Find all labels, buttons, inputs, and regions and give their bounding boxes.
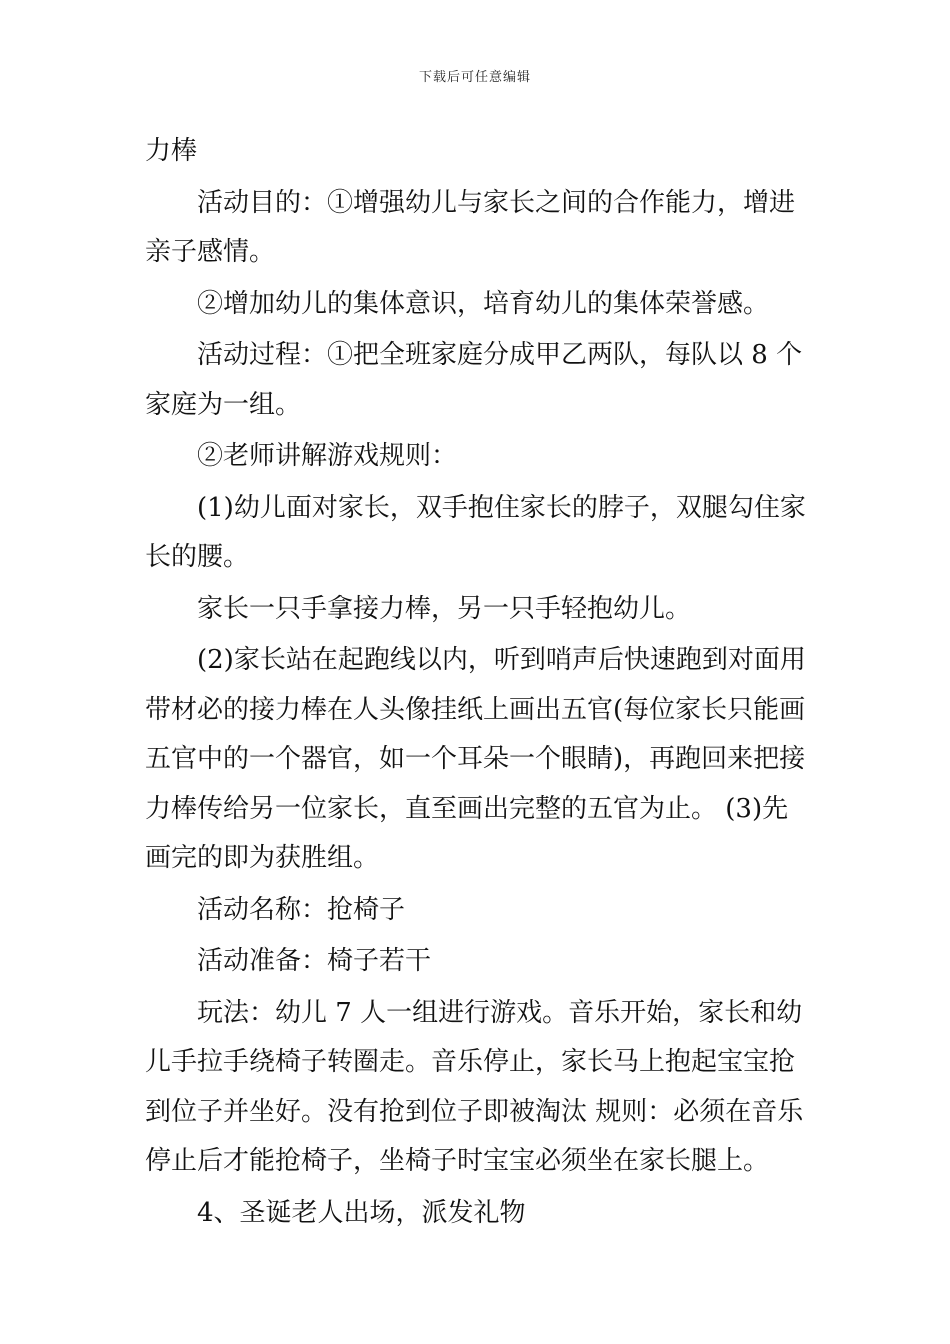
document-body [145,127,809,1238]
paragraph-rule-1b: 家长一只手拿接力棒，另一只手轻抱幼儿。 [197,593,692,624]
paragraph-activity-name: 活动名称：抢椅子 [197,894,406,925]
paragraph-activity-process: 活动过程：①把全班家庭分成甲乙两队，每队以 8 个家庭为一组。 [145,340,803,420]
paragraph-purpose-2: ②增加幼儿的集体意识，培育幼儿的集体荣誉感。 [197,288,770,319]
paragraph-activity-prep: 活动准备：椅子若干 [197,946,432,976]
paragraph-activity-purpose: 活动目的：①增强幼儿与家长之间的合作能力，增进亲子感情。 [145,187,796,267]
paragraph-rule-1: (1)幼儿面对家长，双手抱住家长的脖子，双腿勾住家长的腰。 [145,492,806,572]
paragraph-rule-2: (2)家长站在起跑线以内，听到哨声后快速跑到对面用带材必的接力棒在人头像挂纸上画出五官(每位家长只能画五官中的一个器官，如一个耳朵一个眼睛)，再跑回来把接力棒传给另一位家长，直至画出完整的五官为止。 (3)先画完的即为获胜组。 [145,645,806,873]
paragraph-rules-intro: ②老师讲解游戏规则： [197,441,458,471]
paragraph-continuation: 力棒 [145,136,198,166]
paragraph-santa: 4、圣诞老人出场，派发礼物 [197,1197,526,1228]
paragraph-gameplay: 玩法：幼儿 7 人一组进行游戏。音乐开始，家长和幼儿手拉手绕椅子转圈走。音乐停止，家长马上抱起宝宝抢到位子并坐好。没有抢到位子即被淘汰 规则：必须在音乐停止后才能抢椅子，坐椅子时宝宝必须坐在家长腿上。 [145,997,804,1176]
page-header: 下载后可任意编辑 [418,70,531,85]
